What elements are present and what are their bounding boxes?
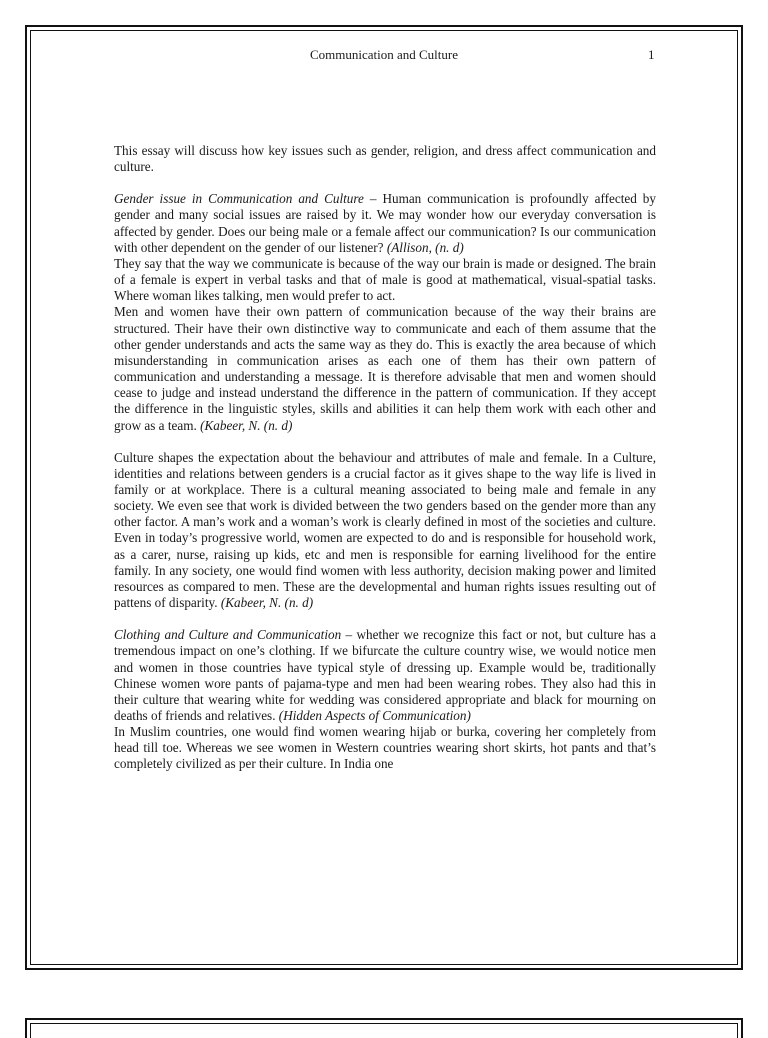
citation-allison: (Allison, (n. d) bbox=[386, 239, 464, 255]
culture-paragraph bbox=[114, 450, 656, 612]
intro-paragraph: This essay will discuss how key issues such as gender, religion, and dress affect communication and culture. bbox=[114, 143, 656, 175]
citation-kabeer-2: (Kabeer, N. (n. d) bbox=[220, 595, 314, 611]
culture-paragraph-text: Culture shapes the expectation about the behaviour and attributes of male and female. In a Culture, identities and relations between genders is a crucial factor as it gives shape to the way life is lived in family or at workplace. There is a cultural meaning associated to being male and female in any society. We even see that work is divided between the two genders based on the gender more than any other factor. A man’s work and a woman’s work is clearly defined in most of the societies and culture. Even in today’s progressive world, women are expected to do and is responsible for household work, as a carer, nurse, raising up kids, etc and men is responsible for earning livelihood for the entire family. In any society, one would find women with less authority, decision making power and limited resources as compared to men. These are the developmental and human rights issues resulting out of pattens of disparity. bbox=[114, 449, 656, 611]
page-number: 1 bbox=[648, 47, 655, 62]
next-page-border bbox=[25, 1018, 743, 1038]
gender-section-heading: Gender issue in Communication and Culture bbox=[114, 191, 364, 207]
running-header-title: Communication and Culture bbox=[309, 47, 459, 62]
clothing-section-heading: Clothing and Culture and Communication bbox=[114, 627, 342, 643]
essay-body bbox=[114, 143, 656, 773]
citation-hidden-aspects: (Hidden Aspects of Communication) bbox=[278, 708, 471, 723]
gender-paragraph-2: They say that the way we communicate is because of the way our brain is made or designed. The brain of a female is expert in verbal tasks and that of male is good at mathematical, visual-spatial tasks. Where woman likes talking, men would prefer to act. bbox=[114, 255, 656, 304]
gender-paragraph-3-text: Men and women have their own pattern of communication because of the way their brains are structured. Their have their own distinctive way to communicate and each of them assume that the other gender understands and acts the same way as they do. This is exactly the area because of which misunderstanding in communication arises as each one of them has their own pattern of communication and understanding a message. It is therefore advisable that men and women should cease to judge and instead understand the difference in the pattern of communication. If they accept the difference in the linguistic styles, skills and abilities it can help them work with each other and grow as a team. bbox=[114, 304, 656, 433]
clothing-paragraph-1 bbox=[114, 627, 656, 724]
gender-paragraph-3 bbox=[114, 304, 656, 433]
gender-paragraph-1 bbox=[114, 191, 656, 256]
gender-paragraph-1-text: – Human communication is profoundly affected by gender and many social issues are raised by it. We may wonder how our everyday conversation is affected by gender. Does our being male or a female affect our communication? Is our communication with other dependent on the gender of our listener? bbox=[114, 191, 656, 255]
citation-kabeer-1: (Kabeer, N. (n. d) bbox=[200, 417, 293, 433]
clothing-paragraph-2: In Muslim countries, one would find women wearing hijab or burka, covering her completely from head till toe. Whereas we see women in Western countries wearing short skirts, hot pants and that’s completely civilized as per their culture. In India one bbox=[114, 724, 656, 772]
clothing-paragraph-1-text: – whether we recognize this fact or not, but culture has a tremendous impact on one’s clothing. If we bifurcate the culture country wise, we would notice men and women in those countries have typical style of dressing up. Example would be, traditionally Chinese women wore pants of pajama-type and men had been wearing robes. They also had this in their culture that wearing white for wedding was considered appropriate and black for mourning on deaths of friends and relatives. bbox=[114, 627, 656, 723]
